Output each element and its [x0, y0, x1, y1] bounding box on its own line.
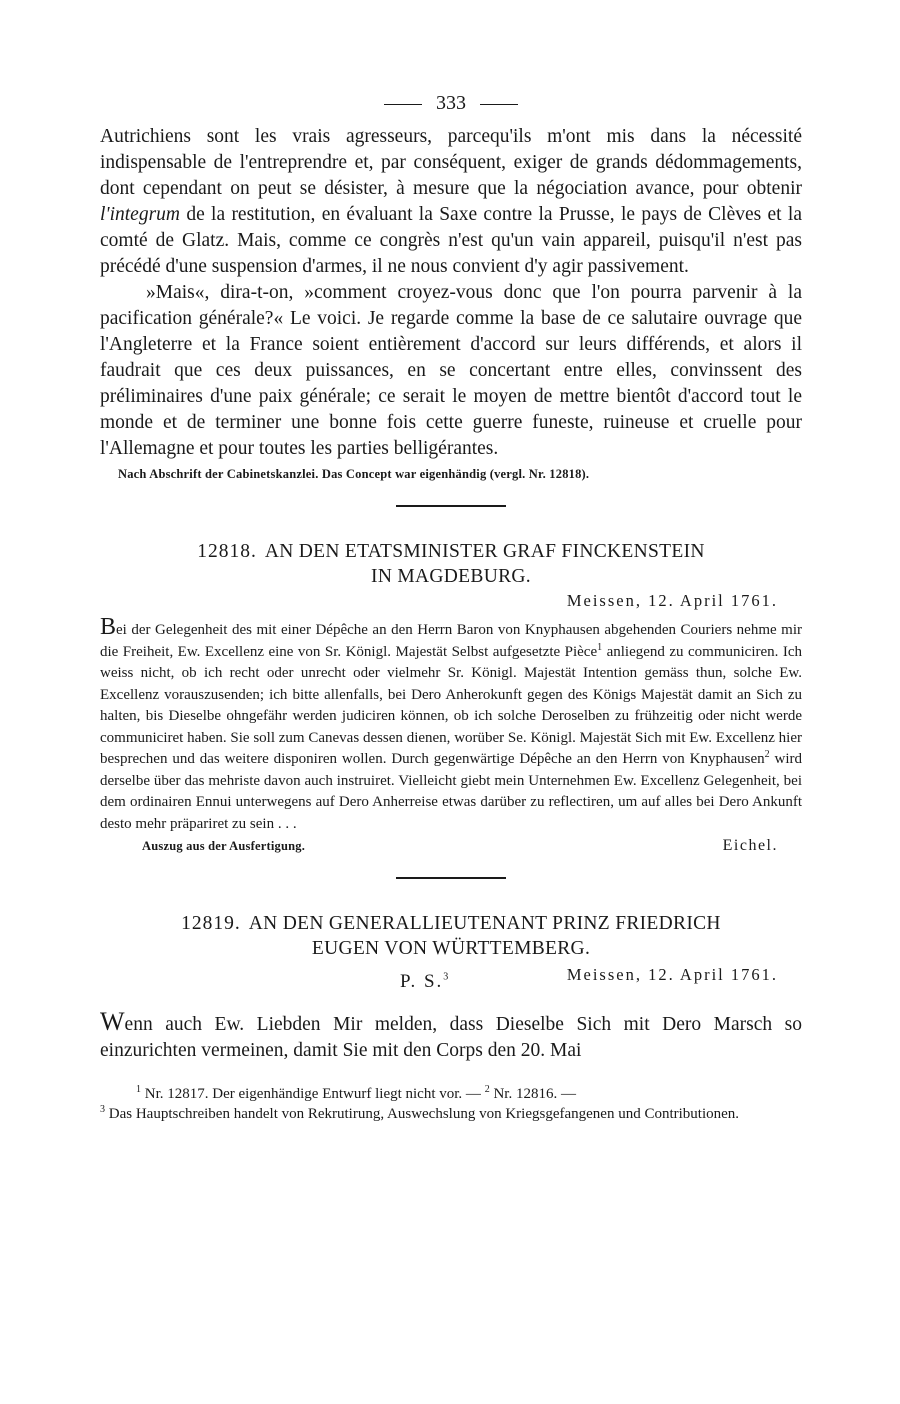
- italic-term: l'integrum: [100, 204, 180, 225]
- section-divider: [396, 877, 506, 879]
- dash-right: [480, 104, 518, 105]
- document-number: 12818.: [197, 541, 257, 562]
- page: [100, 88, 802, 1124]
- dateline: Meissen, 12. April 1761.: [566, 591, 778, 610]
- heading-line-2: EUGEN VON WÜRTTEMBERG.: [311, 938, 591, 959]
- drop-cap: B: [100, 614, 117, 640]
- footnote-mark: 3: [100, 1104, 105, 1115]
- dateline: Meissen, 12. April 1761.: [566, 965, 778, 984]
- footnote-line-2: [100, 1104, 802, 1124]
- footnote-ref: 2: [764, 749, 770, 760]
- intro-paragraph-1-rest: de la restitution, en évaluant la Saxe contre la Prusse, le pays de Clèves et la comté de Glatz. Mais, comme ce congrès n'est qu'un vain appareil, puisqu'il n'est pas précédé d'une suspension d'armes, il ne nous convient d'y agir passivement.: [100, 204, 802, 277]
- footnote-1-text: Nr. 12817. Der eigenhändige Entwurf liegt nicht vor. —: [144, 1086, 481, 1102]
- drop-cap: W: [100, 1007, 125, 1036]
- postscript-text: P. S.: [400, 971, 444, 992]
- footnote-2-text: Nr. 12816. —: [493, 1086, 576, 1102]
- footnotes: [100, 1084, 802, 1124]
- heading-line-1: AN DEN ETATSMINISTER GRAF FINCKENSTEIN: [264, 541, 705, 562]
- source-note: Nach Abschrift der Cabinetskanzlei. Das Concept war eigenhändig (vergl. Nr. 12818).: [118, 467, 590, 481]
- footnote-line-1: [100, 1084, 802, 1104]
- letter-text-b: anliegend zu communiciren. Ich weiss nicht, ob ich recht oder unrecht oder vielmehr Sr. Königl. Majestät Intention gemäss thun, solche Ew. Excellenz vorauszusenden; ich bitte allenfalls, bei Dero Anherokunft gegen des Königs Majestät damit an Sich zu halten, bis Dieselbe ohngefähr werden judiciren können, ob ich solche Deroselben zu frühzeitig oder nicht werde communiciret haben. Sie soll zum Canevas dessen dienen, worüber Se. Königl. Majestät Sich mit Ew. Excellenz hier besprechen und das weitere disponiren wollen. Durch gegenwärtige Dépêche an den Herrn von Knyphausen: [100, 643, 803, 767]
- letter-text-a: ei der Gelegenheit des mit einer Dépêche an den Herrn Baron von Knyphausen abgehenden Couriers nehme mir die Freiheit, Ew. Excellenz eine von Sr. Königl. Majestät Selbst aufgesetzte Pièce: [100, 622, 802, 660]
- footnote-3-text: Das Hauptschreiben handelt von Rekrutirung, Auswechslung von Kriegsgefangenen und Contributionen.: [108, 1106, 740, 1122]
- dash-left: [384, 104, 422, 105]
- heading-line-1: AN DEN GENERALLIEUTENANT PRINZ FRIEDRICH: [248, 913, 721, 934]
- intro-paragraph-2: »Mais«, dira-t-on, »comment croyez-vous donc que l'on pourra parvenir à la pacification générale?« Le voici. Je regarde comme la base de ce salutaire ouvrage que l'Angleterre et la France soient entièrement d'accord sur leurs différends, et alors il faudrait que ces deux puissances, en se concertant entre elles, convinssent des préliminaires d'une paix générale; ce serait le moyen de mettre bientôt d'accord tout le monde et de terminer une bonne fois cette guerre funeste, ruineuse et cruelle pour l'Allemagne et pour toutes les parties belligérantes.: [100, 282, 802, 459]
- section-divider: [396, 505, 506, 507]
- postscript-row: [100, 965, 802, 995]
- letter-body: [100, 614, 803, 835]
- signature: Eichel.: [722, 837, 778, 854]
- intro-paragraph-1: [100, 124, 802, 280]
- page-number-text: 333: [436, 92, 466, 114]
- letter-2-text: enn auch Ew. Liebden Mir melden, dass Dieselbe Sich mit Dero Marsch so einzurichten vermeinen, damit Sie mit den Corps den 20. Mai: [100, 1014, 802, 1061]
- footnote-ref: 3: [443, 971, 451, 983]
- footnote-mark: 2: [484, 1084, 490, 1095]
- source-note: Auszug aus der Ausfertigung.: [142, 839, 306, 853]
- letter-text-c: wird derselbe über das mehriste davon auch instruiret. Vielleicht giebt mein Unternehmen Ew. Excellenz Gelegenheit, bei dem ordinairen Ennui unterwegens auf Dero Anherreise etwas darüber zu reflectiren, um auf alles bei Dero Ankunft desto mehr präpariret zu sein . . .: [100, 751, 802, 832]
- heading-line-2: IN MAGDEBURG.: [371, 566, 531, 587]
- document-heading-12819: [100, 911, 802, 961]
- footnote-mark: 1: [136, 1084, 141, 1095]
- letter-body-2: [100, 1009, 802, 1064]
- page-number: [100, 88, 802, 118]
- footnote-ref: 1: [597, 641, 603, 653]
- document-heading-12818: [100, 539, 802, 589]
- document-number: 12819.: [181, 913, 241, 934]
- postscript-label: [400, 971, 450, 993]
- signature-row: [100, 837, 802, 855]
- intro-paragraph-1-text: Autrichiens sont les vrais agresseurs, parcequ'ils m'ont mis dans la nécessité indispensable de l'entreprendre et, par conséquent, exiger de grands dédommagements, dont cependant on peut se désister, à mesure que la négociation avance, pour obtenir: [100, 126, 802, 199]
